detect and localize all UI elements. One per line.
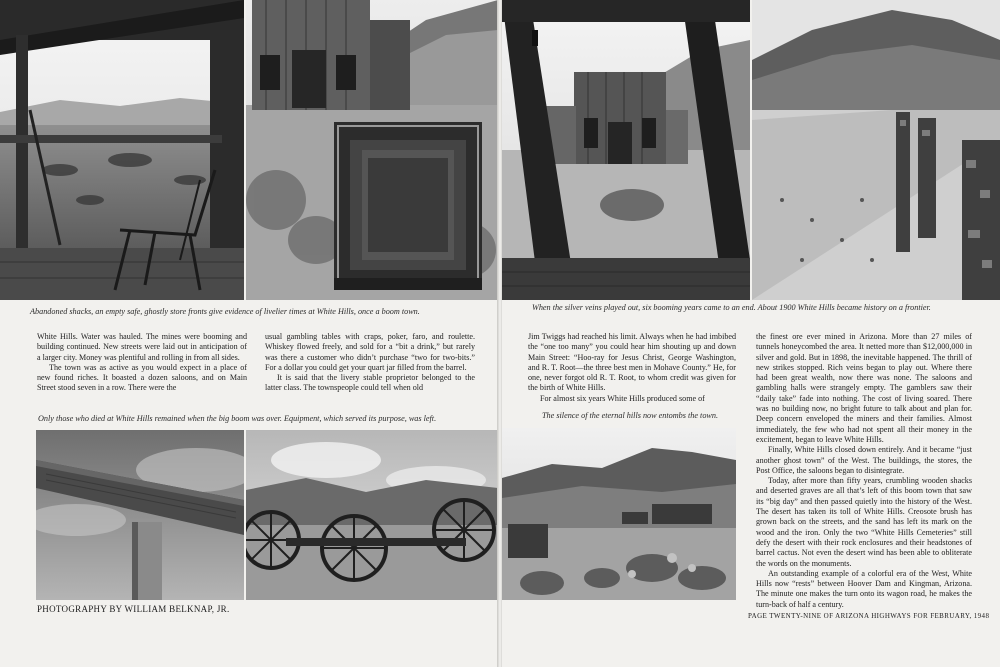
right-page [502, 0, 1000, 667]
paragraph: An outstanding example of a colorful era of the West, White Hills now “rests” between Hoover Dam and Kingman, Arizona. The minute one makes the turn onto its wagon road, he makes the turn-back of half a century. [756, 568, 972, 609]
left-page [0, 0, 498, 667]
paragraph: White Hills. Water was hauled. The mines were booming and building continued. New streets were laid out in anticipation of a larger city. Money was plentiful and rolling in from all sides. [37, 332, 247, 362]
porch-chair-photo [0, 0, 244, 300]
paragraph: For almost six years White Hills produced some of [540, 393, 705, 403]
caption-top-left: Abandoned shacks, an empty safe, ghostly store fronts give evidence of livelier times at White Hills, once a boom town. [30, 307, 420, 316]
caption-top-right: When the silver veins played out, six booming years came to an end. About 1900 White Hills became history on a frontier. [532, 303, 931, 312]
photo-credit: PHOTOGRAPHY BY WILLIAM BELKNAP, JR. [37, 604, 230, 614]
paragraph: It is said that the livery stable proprietor belonged to the latter class. The townspeople could tell when old [265, 373, 475, 393]
paragraph: the finest ore ever mined in Arizona. More than 27 miles of tunnels honeycombed the area. It netted more than $12,000,000 in silver and gold. But in 1898, the inevitable happened. The thrill of new strikes stopped. Rich veins began to play out. Where there had been great wealth, now there was none. The saloons and gambling halls were strangely empty. The gamblers saw their “daily take” fade into nothing. The cost of living soared. There was no building now, no bright future to talk about and plan for. Deep concern enveloped the miners and their families. Almost immediately, the few who had not spent all their money in the excitement, began to leave White Hills. [756, 332, 972, 444]
paragraph: Jim Twiggs had reached his limit. Always when he had imbibed the “one too many” you could hear him shouting up and down Main Street: “Hoo-ray for Jesus Christ, George Washington, and R. T. Root—the three best men in Mohave County.” He, for one, never forgot old R. T. Root, to whom credit was given for the birth of White Hills. [528, 332, 736, 393]
paragraph: Finally, White Hills closed down entirely. And it became “just another ghost town” of the West. The buildings, the stores, the Post Office, the saloons began to disintegrate. [756, 445, 972, 475]
text-column-1 [37, 332, 247, 394]
grave-marker-photo [36, 430, 244, 600]
text-column-2 [265, 332, 475, 394]
paragraph: The town was as active as you would expect in a place of new found riches. It boasted a dozen saloons, and on Main Street stood seven in a row. There were the [37, 362, 247, 393]
safe-storefront-photo [246, 0, 498, 300]
wagon-wheels-photo [246, 430, 498, 600]
paragraph: Today, after more than fifty years, crumbling wooden shacks and deserted graves are all that’s left of this boom town that saw its “big day” and then passed quietly into the history of the West. The desert has taken its toll of White Hills. Creosote brush has grown back on the streets, and the sand has left its mark on the wood and the iron. Only the two “White Hills Cemeteries” still defy the desert with their rock enclosures and their headstones of barrel cactus. Not even the desert wind has been able to obliterate the words on the monuments. [756, 476, 972, 568]
window-frame-storefront-photo [502, 0, 750, 300]
text-column-3 [528, 332, 736, 404]
caption-middle-left: Only those who died at White Hills remained when the big boom was over. Equipment, which served its purpose, was left. [38, 414, 437, 423]
hills-landscape-photo [502, 428, 736, 600]
text-column-4 [756, 332, 972, 610]
caption-middle-right: The silence of the eternal hills now entombs the town. [542, 411, 719, 420]
page-folio: PAGE TWENTY-NINE OF ARIZONA HIGHWAYS FOR FEBRUARY, 1948 [748, 612, 990, 620]
paragraph: usual gambling tables with craps, poker, faro, and roulette. Whiskey flowed freely, and sold for a “bit a drink,” but rarely was there a customer who didn’t purchase “two for two-bits.” For a dollar you could get your quart jar filled from the barrel. [265, 332, 475, 372]
rock-enclosure-photo [752, 0, 1000, 300]
